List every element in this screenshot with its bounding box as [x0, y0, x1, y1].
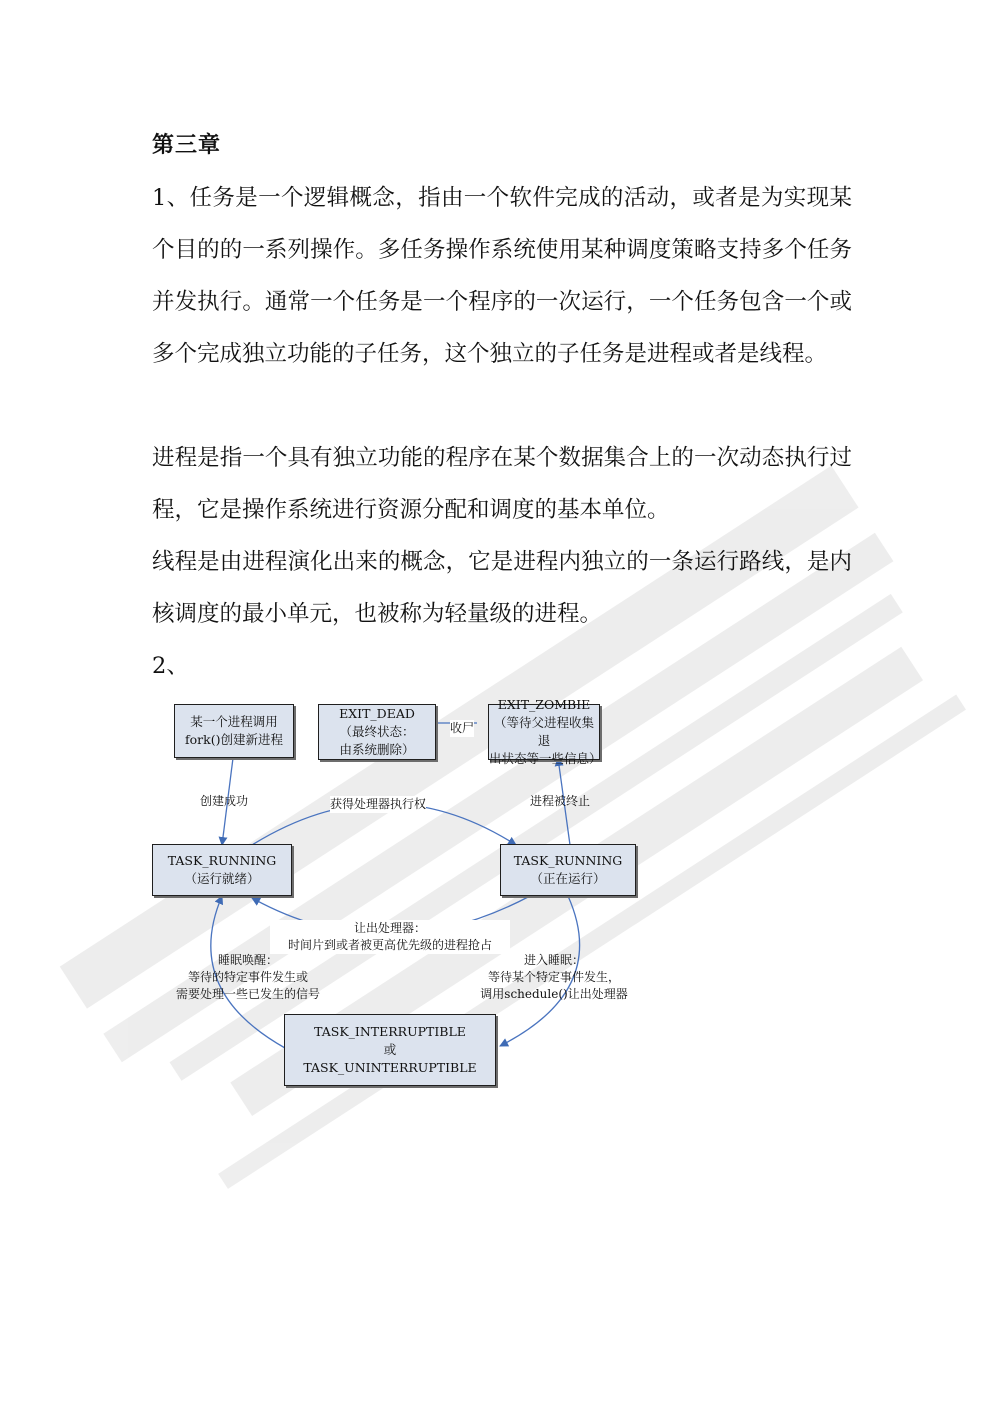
- label-terminated: 进程被终止: [530, 794, 591, 808]
- box-task-sleep: [284, 1014, 496, 1086]
- box-fork: [174, 704, 294, 758]
- label-sleep-in: [474, 952, 634, 1003]
- label-yield-line1: 让出处理器：: [353, 921, 426, 935]
- paragraph-item-2: 2、: [152, 653, 189, 679]
- box-exit-zombie-line2: （等待父进程收集退: [493, 715, 594, 748]
- chapter-title: 第三章: [152, 132, 222, 158]
- process-state-diagram: [140, 690, 660, 1100]
- box-sleep-line3: TASK_UNINTERRUPTIBLE: [303, 1060, 477, 1075]
- box-exit-zombie-line1: EXIT_ZOMBIE: [497, 697, 591, 712]
- box-ready-line2: （运行就绪）: [184, 871, 260, 886]
- box-ready-line1: TASK_RUNNING: [167, 853, 277, 868]
- label-yield-line2: 时间片到或者被更高优先级的进程抢占: [287, 938, 492, 952]
- label-sleep-in-line1: 进入睡眠：: [523, 953, 584, 967]
- label-create-success: 创建成功: [200, 794, 249, 808]
- box-fork-line1: 某一个进程调用: [190, 714, 278, 729]
- box-exit-dead-line1: EXIT_DEAD: [339, 706, 415, 721]
- box-exit-dead: [318, 704, 436, 760]
- label-yield: [270, 920, 510, 954]
- label-wake-line1: 睡眠唤醒：: [217, 953, 278, 967]
- label-wake-line3: 需要处理一些已发生的信号: [175, 987, 320, 1001]
- box-sleep-line1: TASK_INTERRUPTIBLE: [314, 1024, 466, 1039]
- label-wake-line2: 等待的特定事件发生或: [187, 970, 308, 984]
- paragraph-task-definition: 1、任务是一个逻辑概念，指由一个软件完成的活动，或者是为实现某个目的的一系列操作。多任务操作系统使用某种调度策略支持多个任务并发执行。通常一个任务是一个程序的一次运行，一个任务包含一个或多个完成独立功能的子任务，这个独立的子任务是进程或者是线程。: [152, 185, 852, 367]
- label-get-cpu: 获得处理器执行权: [330, 797, 427, 811]
- box-fork-line2: fork()创建新进程: [185, 732, 283, 747]
- box-running-line2: （正在运行）: [530, 871, 606, 886]
- box-task-running-running: [500, 844, 636, 896]
- box-task-running-ready: [152, 844, 292, 896]
- box-sleep-line2: 或: [383, 1042, 397, 1057]
- box-exit-dead-line3: 由系统删除）: [339, 742, 415, 757]
- label-sleep-in-line2: 等待某个特定事件发生，: [487, 970, 620, 984]
- box-exit-zombie: [488, 697, 602, 766]
- label-wake-up: [168, 952, 328, 1003]
- box-exit-zombie-line3: 出状态等一些信息）: [489, 751, 602, 766]
- box-exit-dead-line2: （最终状态：: [339, 724, 415, 739]
- label-sleep-in-line3: 调用schedule()让出处理器: [480, 987, 628, 1001]
- label-reap: 收尸: [450, 721, 475, 735]
- box-running-line1: TASK_RUNNING: [513, 853, 623, 868]
- paragraph-thread-definition: 线程是由进程演化出来的概念，它是进程内独立的一条运行路线，是内核调度的最小单元，也被称为轻量级的进程。: [152, 549, 852, 627]
- paragraph-process-definition: 进程是指一个具有独立功能的程序在某个数据集合上的一次动态执行过程，它是操作系统进行资源分配和调度的基本单位。: [152, 445, 852, 523]
